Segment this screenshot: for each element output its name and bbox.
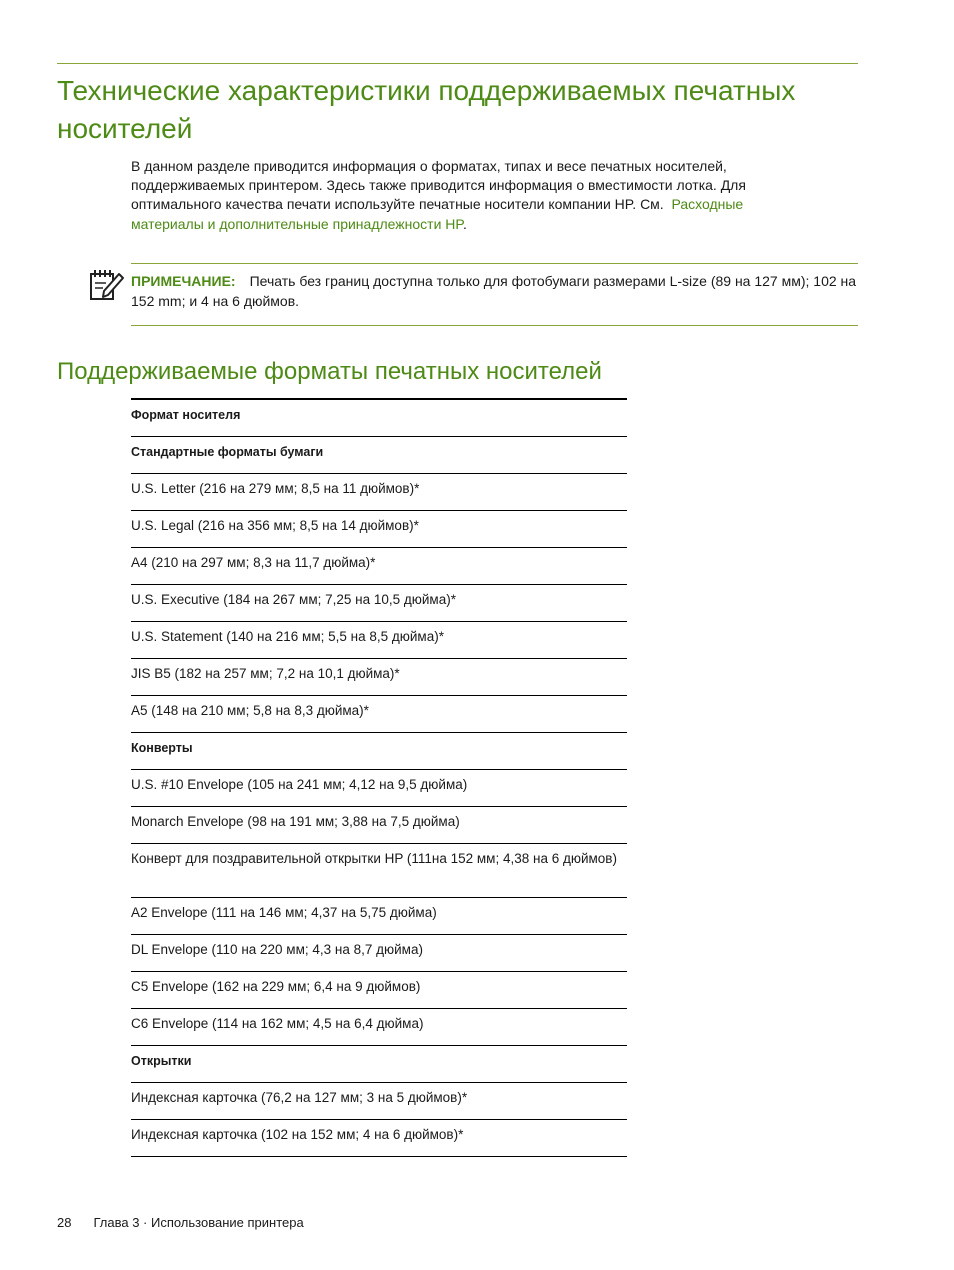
table-row: U.S. Executive (184 на 267 мм; 7,25 на 10,5 дюйма)* xyxy=(131,585,627,622)
note-body: Печать без границ доступна только для фотобумаги размерами L-size (89 на 127 мм); 102 на 152 mm; и 4 на 6 дюймов. xyxy=(131,273,857,309)
top-rule xyxy=(57,63,858,64)
table-row: U.S. Legal (216 на 356 мм; 8,5 на 14 дюймов)* xyxy=(131,511,627,548)
table-row: Monarch Envelope (98 на 191 мм; 3,88 на 7,5 дюйма) xyxy=(131,807,627,844)
table-group-header: Конверты xyxy=(131,733,627,770)
page-footer xyxy=(57,1214,304,1232)
table-row: DL Envelope (110 на 220 мм; 4,3 на 8,7 дюйма) xyxy=(131,935,627,972)
note-text xyxy=(131,272,858,311)
media-formats-table xyxy=(131,398,627,1157)
table-row: C6 Envelope (114 на 162 мм; 4,5 на 6,4 дюйма) xyxy=(131,1009,627,1046)
table-row: U.S. #10 Envelope (105 на 241 мм; 4,12 на 9,5 дюйма) xyxy=(131,770,627,807)
note-label: ПРИМЕЧАНИЕ: xyxy=(131,273,236,289)
page-title: Технические характеристики поддерживаемых печатных носителей xyxy=(57,75,796,144)
table-header: Формат носителя xyxy=(131,400,627,437)
table-group-header: Стандартные форматы бумаги xyxy=(131,437,627,474)
note-pencil-icon xyxy=(88,268,126,302)
table-row: A4 (210 на 297 мм; 8,3 на 11,7 дюйма)* xyxy=(131,548,627,585)
table-row: Индексная карточка (102 на 152 мм; 4 на 6 дюймов)* xyxy=(131,1120,627,1157)
table-row: C5 Envelope (162 на 229 мм; 6,4 на 9 дюймов) xyxy=(131,972,627,1009)
chapter-label: Глава 3 · Использование принтера xyxy=(93,1215,304,1230)
table-row: JIS B5 (182 на 257 мм; 7,2 на 10,1 дюйма)* xyxy=(131,659,627,696)
table-row: Конверт для поздравительной открытки HP (111на 152 мм; 4,38 на 6 дюймов) xyxy=(131,844,627,898)
page-number: 28 xyxy=(57,1215,72,1230)
table-row: A2 Envelope (111 на 146 мм; 4,37 на 5,75 дюйма) xyxy=(131,898,627,935)
table-row: Индексная карточка (76,2 на 127 мм; 3 на 5 дюймов)* xyxy=(131,1083,627,1120)
table-row: A5 (148 на 210 мм; 5,8 на 8,3 дюйма)* xyxy=(131,696,627,733)
note-top-rule xyxy=(131,263,858,264)
table-group-header: Открытки xyxy=(131,1046,627,1083)
supplies-link[interactable]: Расходные материалы и дополнительные принадлежности HP xyxy=(131,196,744,232)
table-row: U.S. Letter (216 на 279 мм; 8,5 на 11 дюймов)* xyxy=(131,474,627,511)
note-bottom-rule xyxy=(131,325,858,326)
section-title: Поддерживаемые форматы печатных носителей xyxy=(57,358,602,385)
intro-end: . xyxy=(462,215,467,232)
intro-text: В данном разделе приводится информация о форматах, типах и весе печатных носителей, поддерживаемых принтером. Здесь также приводится информация о вместимости лотка. Для оптимального качества печати используйте печатные носители компании HP. См. xyxy=(131,158,746,213)
intro-paragraph xyxy=(131,157,811,234)
table-row: U.S. Statement (140 на 216 мм; 5,5 на 8,5 дюйма)* xyxy=(131,622,627,659)
